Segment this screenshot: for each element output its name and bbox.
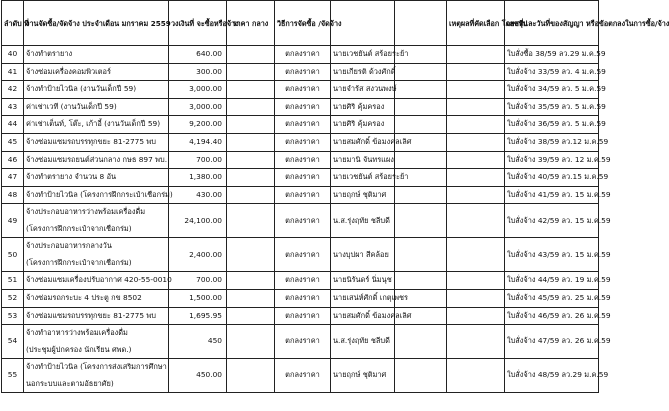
row-number: 47 [2, 169, 24, 187]
row-budget: 24,100.00 [169, 204, 227, 238]
row-reason [447, 46, 505, 64]
row-item [24, 133, 169, 151]
row-reason [447, 272, 505, 290]
row-number: 41 [2, 63, 24, 81]
row-item [24, 116, 169, 134]
row-empty [395, 98, 447, 116]
row-method: ตกลงราคา [275, 116, 331, 134]
row-winner: นายจำรัส สงวนพงษ์ [331, 81, 395, 99]
row-reason [447, 63, 505, 81]
header-method: วิธีการจัดซื้อ /จัดจ้าง [275, 1, 331, 46]
row-budget: 3,000.00 [169, 98, 227, 116]
row-number: 54 [2, 325, 24, 359]
row-number: 52 [2, 289, 24, 307]
row-budget: 1,500.00 [169, 289, 227, 307]
row-method: ตกลงราคา [275, 151, 331, 169]
row-number: 50 [2, 238, 24, 272]
table-row [2, 238, 599, 272]
row-reason [447, 204, 505, 238]
row-winner: นายสมศักดิ์ ข้อมงคลเลิศ [331, 307, 395, 325]
table-row [2, 98, 599, 116]
row-median-price [227, 133, 275, 151]
row-median-price [227, 186, 275, 204]
row-median-price [227, 272, 275, 290]
row-item-line1: จ้างซ่อมแซมรถยนต์ส่วนกลาง กษธ 897 พบ. [26, 154, 168, 164]
row-winner: นายเสน่ห์ศักดิ์ เกตุเพชร [331, 289, 395, 307]
header-winner [395, 1, 447, 46]
header-median-price: ราคา กลาง [227, 1, 275, 46]
row-number: 51 [2, 272, 24, 290]
row-contract: ใบสั่งจ้าง 48/59 ลว.29 ม.ค.59 [505, 359, 599, 393]
row-reason [447, 307, 505, 325]
row-winner: นายนิรันดร์ นิ่มนุช [331, 272, 395, 290]
row-median-price [227, 204, 275, 238]
row-number: 48 [2, 186, 24, 204]
row-item-line1: จ้างทำป้ายไวนิล (โครงการฝึกกระเป๋าเชือกร่ม) [26, 189, 173, 199]
row-contract: ใบสั่งจ้าง 40/59 ลว.15 ม.ค.59 [505, 169, 599, 187]
row-contract: ใบสั่งจ้าง 41/59 ลว. 15 ม.ค.59 [505, 186, 599, 204]
row-item-line2: (ประชุมผู้ปกครอง นักเรียน ศพด.) [26, 344, 132, 354]
row-method: ตกลงราคา [275, 46, 331, 64]
table-row [2, 133, 599, 151]
header-budget: วงเงินที่ จะซื้อหรือจ้าง [169, 1, 227, 46]
row-item [24, 238, 169, 272]
row-number: 42 [2, 81, 24, 99]
row-budget: 450.00 [169, 359, 227, 393]
table-row [2, 46, 599, 64]
row-contract: ใบสั่งจ้าง 47/59 ลว. 26 ม.ค.59 [505, 325, 599, 359]
row-item-line1: จ้างทำอาหารว่างพร้อมเครื่องดื่ม [26, 328, 128, 338]
row-median-price [227, 116, 275, 134]
row-winner: นายศิริ คุ้มครอง [331, 116, 395, 134]
row-item [24, 359, 169, 393]
row-empty [395, 186, 447, 204]
row-contract: ใบสั่งจ้าง 43/59 ลว. 15 ม.ค.59 [505, 238, 599, 272]
row-reason [447, 359, 505, 393]
row-budget: 430.00 [169, 186, 227, 204]
table-row [2, 204, 599, 238]
table-row [2, 289, 599, 307]
row-winner: นายฤกษ์ ชุติมาศ [331, 186, 395, 204]
row-budget: 4,194.40 [169, 133, 227, 151]
row-median-price [227, 151, 275, 169]
row-method: ตกลงราคา [275, 289, 331, 307]
row-item [24, 186, 173, 204]
row-winner: นายเวชยันต์ สร้อยระย้า [331, 169, 395, 187]
table-row [2, 186, 599, 204]
row-item-line1: จ้างทำตรายาง จำนวน 8 อัน [26, 172, 117, 182]
row-empty [395, 325, 447, 359]
row-reason [447, 238, 505, 272]
row-contract: ใบสั่งจ้าง 39/59 ลว. 12 ม.ค.59 [505, 151, 599, 169]
row-winner: นายมานิ จันทรแผง [331, 151, 395, 169]
row-item-line1: จ้างซ่อมแซมรถบรรทุกขยะ 81-2775 พบ [26, 136, 156, 146]
row-reason [447, 186, 505, 204]
row-item-line1: จ้างประกอบอาหารกลางวัน [26, 241, 112, 251]
header-item: งานจัดซื้อ/จัดจ้าง ประจำเดือน มกราคม 2559 [24, 1, 169, 46]
row-item [24, 307, 169, 325]
row-contract: ใบสั่งจ้าง 38/59 ลว.12 ม.ค.59 [505, 133, 599, 151]
row-empty [395, 359, 447, 393]
row-contract: ใบสั่งจ้าง 36/59 ลว. 5 ม.ค.59 [505, 116, 599, 134]
row-item-line1: จ้างทำป้ายไวนิล (งานวันเด็กปี 59) [26, 84, 137, 94]
row-contract: ใบสั่งจ้าง 46/59 ลว. 26 ม.ค.59 [505, 307, 599, 325]
row-reason [447, 289, 505, 307]
table-row [2, 325, 599, 359]
row-number: 40 [2, 46, 24, 64]
row-contract: ใบสั่งจ้าง 33/59 ลว. 4 ม.ค.59 [505, 63, 599, 81]
row-item [24, 289, 169, 307]
row-item [24, 325, 169, 359]
row-budget: 9,200.00 [169, 116, 227, 134]
row-contract: ใบสั่งซื้อ 38/59 ลว.29 ม.ค.59 [505, 46, 599, 64]
row-method: ตกลงราคา [275, 81, 331, 99]
row-winner: นายเกียรติ ด้วงศักดิ์ [331, 63, 395, 81]
row-item-line1: จ้างประกอบอาหารว่างพร้อมเครื่องดื่ม [26, 207, 146, 217]
row-method: ตกลงราคา [275, 272, 331, 290]
row-winner: นายสมศักดิ์ ข้อมงคลเลิศ [331, 133, 395, 151]
row-empty [395, 204, 447, 238]
row-item [24, 272, 172, 290]
table-row [2, 116, 599, 134]
row-item-line1: จ้างซ่อมเครื่องคอมพิวเตอร์ [26, 66, 111, 76]
row-reason [447, 151, 505, 169]
row-item [24, 81, 169, 99]
row-median-price [227, 81, 275, 99]
row-method: ตกลงราคา [275, 63, 331, 81]
row-item-line1: ค่าเช่าเต็นท์, โต๊ะ, เก้าอี้ (งานวันเด็กปี 59) [26, 119, 161, 129]
row-empty [395, 238, 447, 272]
row-method: ตกลงราคา [275, 359, 331, 393]
row-item-line1: จ้างซ่อมแซมเครื่องปรับอากาศ 420-55-0010 [26, 275, 172, 285]
row-budget: 450 [169, 325, 227, 359]
row-item-line1: จ้างซ่อมแซมรถบรรทุกขยะ 81-2775 พบ [26, 310, 156, 320]
row-item [24, 169, 169, 187]
row-empty [395, 151, 447, 169]
row-empty [395, 81, 447, 99]
table-row [2, 169, 599, 187]
row-method: ตกลงราคา [275, 204, 331, 238]
row-budget: 1,380.00 [169, 169, 227, 187]
row-budget: 1,695.95 [169, 307, 227, 325]
table-row [2, 272, 599, 290]
row-median-price [227, 238, 275, 272]
row-empty [395, 272, 447, 290]
row-reason [447, 81, 505, 99]
row-number: 49 [2, 204, 24, 238]
row-item-line1: จ้างซ่อมรถกระบะ 4 ประตู กข 8502 [26, 292, 142, 302]
row-method: ตกลงราคา [275, 307, 331, 325]
row-item [24, 46, 169, 64]
row-item-line1: จ้างทำตรายาง [26, 49, 73, 58]
row-budget: 700.00 [169, 272, 227, 290]
row-reason [447, 133, 505, 151]
row-reason [447, 116, 505, 134]
row-median-price [227, 325, 275, 359]
row-median-price [227, 289, 275, 307]
row-method: ตกลงราคา [275, 169, 331, 187]
row-median-price [227, 46, 275, 64]
row-item [24, 98, 169, 116]
table-row [2, 63, 599, 81]
row-number: 55 [2, 359, 24, 393]
row-contract: ใบสั่งจ้าง 44/59 ลว. 19 ม.ค.59 [505, 272, 599, 290]
header-row [2, 1, 599, 46]
row-method: ตกลงราคา [275, 325, 331, 359]
row-method: ตกลงราคา [275, 186, 331, 204]
row-budget: 2,400.00 [169, 238, 227, 272]
table-row [2, 151, 599, 169]
row-number: 44 [2, 116, 24, 134]
row-reason [447, 98, 505, 116]
row-contract: ใบสั่งจ้าง 35/59 ลว. 5 ม.ค.59 [505, 98, 599, 116]
row-reason [447, 169, 505, 187]
row-item [24, 204, 169, 238]
row-budget: 700.00 [169, 151, 227, 169]
row-winner: นายฤกษ์ ชุติมาศ [331, 359, 395, 393]
row-method: ตกลงราคา [275, 238, 331, 272]
row-item [24, 63, 169, 81]
row-empty [395, 63, 447, 81]
row-winner: น.ส.รุ่งฤทัย ชลีบดี [331, 325, 395, 359]
row-item-line2: (โครงการฝึกกระเป๋าจากเชือกร่ม) [26, 257, 132, 267]
row-median-price [227, 63, 275, 81]
table-row [2, 359, 599, 393]
row-item-line2: (โครงการฝึกกระเป๋าจากเชือกร่ม) [26, 223, 132, 233]
row-number: 43 [2, 98, 24, 116]
row-item [24, 151, 169, 169]
row-reason [447, 325, 505, 359]
row-winner: น.ส.รุ่งฤทัย ชลีบดี [331, 204, 395, 238]
row-winner: นายศิริ คุ้มครอง [331, 98, 395, 116]
row-budget: 3,000.00 [169, 81, 227, 99]
row-item-line1: ค่าเช่าเวที (งานวันเด็กปี 59) [26, 101, 117, 111]
row-number: 53 [2, 307, 24, 325]
row-median-price [227, 98, 275, 116]
table-row [2, 81, 599, 99]
row-contract: ใบสั่งจ้าง 42/59 ลว. 15 ม.ค.59 [505, 204, 599, 238]
row-number: 45 [2, 133, 24, 151]
row-winner: นางบุปผา สีคล้อย [331, 238, 395, 272]
table-body [2, 46, 611, 393]
row-empty [395, 116, 447, 134]
row-contract: ใบสั่งจ้าง 34/59 ลว. 5 ม.ค.59 [505, 81, 599, 99]
header-reason: เหตุผลที่คัดเลือก โดยสรุป [447, 1, 505, 46]
row-median-price [227, 359, 275, 393]
row-item-line2: นอกระบบและตามอัธยาศัย) [26, 378, 114, 388]
header-no: ลำดับ ที่ [2, 1, 24, 46]
row-median-price [227, 169, 275, 187]
row-item-line1: จ้างทำป้ายไวนิล (โครงการส่งเสริมการศึกษา [26, 362, 167, 372]
row-method: ตกลงราคา [275, 98, 331, 116]
row-method: ตกลงราคา [275, 133, 331, 151]
table-row [2, 307, 599, 325]
procurement-table [1, 0, 669, 393]
row-number: 46 [2, 151, 24, 169]
row-budget: 300.00 [169, 63, 227, 81]
header-contract: เลขที่และวันที่ของสัญญา หรือข้อตกลงในการซื้อ/จ้าง [505, 1, 599, 46]
row-median-price [227, 307, 275, 325]
row-contract: ใบสั่งจ้าง 45/59 ลว. 25 ม.ค.59 [505, 289, 599, 307]
row-budget: 640.00 [169, 46, 227, 64]
row-winner: นายเวชยันต์ สร้อยระย้า [331, 46, 395, 64]
